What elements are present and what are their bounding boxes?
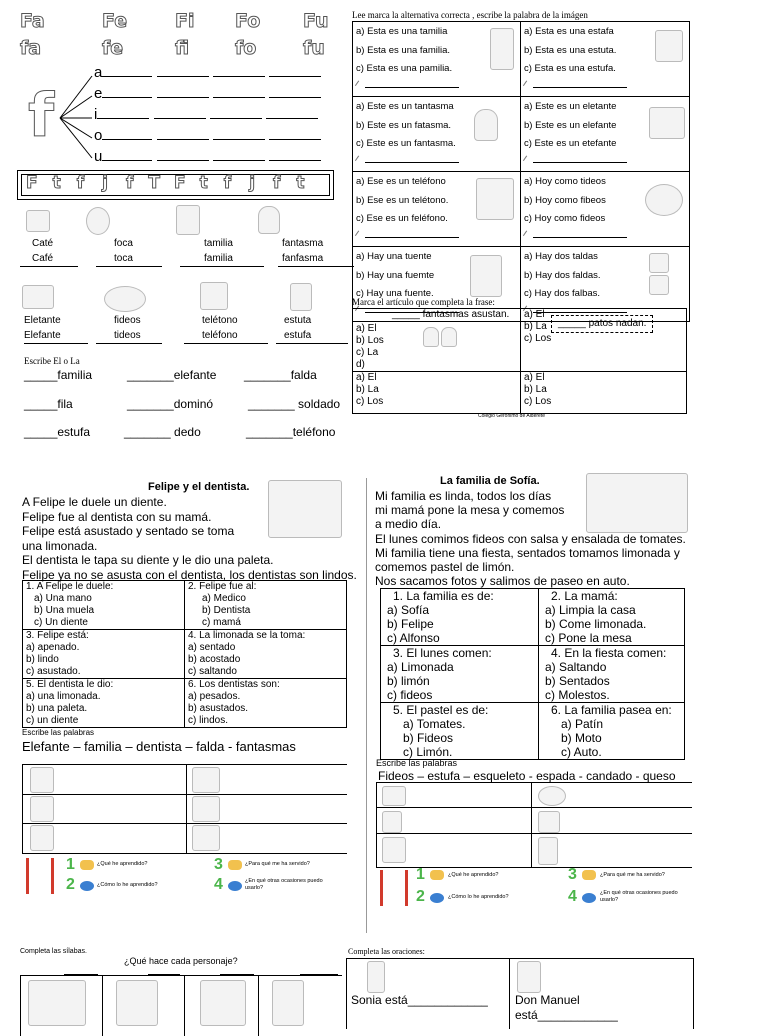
skeleton-icon — [538, 837, 558, 865]
question-cell[interactable]: 5. El pastel es de: a) Tomates. b) Fideos c) Limón. — [381, 703, 539, 760]
elephant-icon — [192, 825, 220, 851]
character-question: ¿Qué hace cada personaje? — [124, 956, 238, 966]
choice-cell[interactable]: a) Hay una tuente b) Hay una fuemte c) Hay una fuente. — [353, 247, 521, 322]
noodles-icon — [538, 786, 566, 806]
syllable-lower: fu — [303, 37, 325, 59]
sofia-write-area[interactable] — [376, 782, 692, 868]
article-cell[interactable]: a) El b) La c) Los — [353, 372, 521, 414]
felipe-write-area[interactable] — [22, 764, 347, 854]
sentences-area[interactable] — [346, 958, 694, 1029]
bulb-icon — [582, 893, 596, 903]
tool-icon — [582, 870, 596, 880]
ghosts-icon — [200, 980, 246, 1026]
key-icon — [80, 860, 94, 870]
glasses-icon — [80, 881, 94, 891]
dentist-icon — [192, 796, 220, 822]
sofia-write-title: Escribe las palabras — [376, 758, 458, 768]
sentences-title: Completa las oraciones: — [348, 947, 425, 956]
tool-icon — [228, 860, 242, 870]
question-cell[interactable]: 4. En la fiesta comen: a) Saltando b) Sentados c) Molestos. — [539, 646, 685, 703]
family-icon — [176, 205, 200, 235]
question-cell[interactable]: 5. El dentista le dio: a) una limonada. b) una paleta. c) un diente — [23, 679, 185, 728]
syllable-upper: Fa — [20, 10, 45, 32]
sofia-story: Mi familia es linda, todos los días mi mamá pone la mesa y comemos a medio día. El lunes comimos fideos con salsa y ensalada de tomates. Mi familia tiene una fiesta, sentados tomamos limonada y comemos pastel de limón. Nos sacamos fotos y salimos de paseo en auto. — [375, 489, 686, 589]
ducks-sentence-box: _____ patos nadan. — [551, 315, 653, 333]
question-cell[interactable]: 4. La limonada se la toma: a) sentado b) acostado c) saltando — [185, 630, 347, 679]
ghost-icon — [474, 109, 498, 141]
ghost-icon — [441, 327, 457, 347]
vowel-line[interactable]: e — [94, 83, 321, 104]
question-cell[interactable]: 1. La familia es de: a) Sofía b) Felipe c) Alfonso — [381, 589, 539, 646]
article-cell[interactable]: a) El b) La c) Los _____ patos nadan. — [521, 309, 687, 372]
dentist-icon — [30, 825, 54, 851]
syllable-lower: fi — [175, 37, 190, 59]
cook-icon — [272, 980, 304, 1026]
girl-icon — [367, 961, 385, 993]
ghost-icon — [423, 327, 439, 347]
school-name: Colegio Gerónimo de Alderete — [478, 413, 545, 419]
choice-cell[interactable]: a) Esta es una estafa b) Esta es una estuta. c) Esta es una estufa. — [521, 22, 690, 97]
padlock-icon — [382, 811, 402, 833]
sofia-word-bank: Fideos – estufa – esqueleto - espada - candado - queso — [378, 769, 676, 783]
man-icon — [517, 961, 541, 993]
syllable-upper: Fo — [235, 10, 261, 32]
question-cell[interactable]: 2. La mamá: a) Limpia la casa b) Come limonada. c) Pone la mesa — [539, 589, 685, 646]
question-cell[interactable]: 1. A Felipe le duele: a) Una mano b) Una muela c) Un diente — [23, 581, 185, 630]
article-cell[interactable]: _____ fantasmas asustan. a) El b) Los c) La d) — [353, 309, 521, 372]
reflection-panel-right: 1 ¿Qué he aprendido? 2 ¿Cómo lo he aprendido? 3 ¿Para qué me ha servido? 4 ¿En qué otras ocasiones puedo usarlo? — [376, 866, 696, 910]
vowel-list — [94, 62, 321, 167]
stove-icon — [655, 30, 683, 62]
syllable-upper: Fe — [102, 10, 128, 32]
felipe-write-title: Escribe las palabras — [22, 728, 95, 737]
felipe-word-bank: Elefante – familia – dentista – falda - fantasmas — [22, 739, 296, 754]
sonia-sentence: Sonia está____________ — [351, 993, 488, 1007]
glasses-icon — [430, 893, 444, 903]
vowel-line[interactable]: u — [94, 146, 321, 167]
felipe-questions — [22, 580, 347, 728]
boy-icon — [116, 980, 158, 1026]
vowel-line[interactable]: i — [94, 104, 321, 125]
articles-title: Marca el artículo que completa la frase: — [352, 297, 495, 307]
stove-icon — [290, 283, 312, 311]
fountain-icon — [470, 255, 502, 297]
arrows-icon — [58, 72, 98, 164]
telephone-icon — [200, 282, 228, 310]
ghosts-icon — [192, 767, 220, 793]
seal-icon — [86, 207, 110, 235]
choice-cell[interactable]: a) Ese es un teléfono b) Ese es un telétono. c) Ese es un feléfono. — [353, 172, 521, 247]
bulb-icon — [228, 881, 242, 891]
big-letter-f: f — [28, 81, 55, 151]
article-cell[interactable]: a) El b) La c) Los — [521, 372, 687, 414]
question-cell[interactable]: 2. Felipe fue al: a) Medico b) Dentista c) mamá — [185, 581, 347, 630]
choice-cell[interactable]: a) Esta es una tamilia b) Esta es una familia. c) Esta es una pamilia. — [353, 22, 521, 97]
choice-cell[interactable]: a) Hay dos taldas b) Hay dos faldas. c) Hay dos falbas. — [521, 247, 690, 322]
right-test-title: Lee marca la alternativa correcta , escribe la palabra de la imágen — [352, 10, 588, 20]
column-divider — [366, 478, 367, 933]
vowel-line[interactable]: a — [94, 62, 321, 83]
ladder-icon — [26, 858, 54, 894]
choice-cell[interactable]: a) Hoy como tideos b) Hoy como fibeos c) Hoy como fideos — [521, 172, 690, 247]
sofia-title: La familia de Sofía. — [440, 475, 540, 487]
question-cell[interactable]: 3. Felipe está: a) apenado. b) lindo c) asustado. — [23, 630, 185, 679]
articles-table — [352, 308, 687, 414]
telephone-icon — [476, 178, 514, 220]
syllables-complete-area[interactable] — [20, 975, 342, 1036]
key-icon — [430, 870, 444, 880]
question-cell[interactable]: 6. Los dentistas son: a) pesados. b) asustados. c) lindos. — [185, 679, 347, 728]
ladder-icon — [380, 870, 408, 906]
syllable-lower: fe — [102, 37, 124, 59]
syllables-complete-title: Completa las sílabas. — [20, 948, 87, 955]
manuel-sentence: Don Manuel está____________ — [515, 993, 618, 1022]
letter-strip — [17, 170, 334, 200]
sofia-questions — [380, 588, 685, 760]
skirt-icon — [649, 253, 669, 273]
vowel-line[interactable]: o — [94, 125, 321, 146]
choice-cell[interactable]: a) Este es un eletante b) Este es un elefante c) Este es un etefante — [521, 97, 690, 172]
elephant-icon — [22, 285, 54, 309]
cheese-icon — [382, 786, 406, 806]
skirt-icon — [30, 796, 54, 822]
stove-icon — [538, 811, 560, 833]
felipe-story: A Felipe le duele un diente. Felipe fue al dentista con su mamá. Felipe está asustado y sentado se toma una limonada. El dentista le tapa su diente y le dio una paleta. Felipe ya no se asusta con el dentista, los dentistas son lindos. — [22, 495, 357, 582]
ghost-icon — [258, 206, 280, 234]
family-icon — [30, 767, 54, 793]
question-cell[interactable]: 6. La familia pasea en: a) Patín b) Moto c) Auto. — [539, 703, 685, 760]
skirt-icon — [649, 275, 669, 295]
noodles-icon — [645, 184, 683, 216]
noodles-icon — [104, 286, 146, 312]
letter-strip-letters: F t f j f T F t f j f t — [26, 173, 305, 193]
choice-cell[interactable]: a) Este es un tantasma b) Este es un fatasma. c) Este es un fantasma. — [353, 97, 521, 172]
right-test-table — [352, 21, 690, 322]
sword-icon — [382, 837, 406, 863]
reflection-panel-left: 1 ¿Qué he aprendido? 2 ¿Cómo lo he aprendido? 3 ¿Para qué me ha servido? 4 ¿En qué otras ocasiones puedo usarlo? — [22, 856, 352, 898]
ducks-icon — [28, 980, 86, 1026]
syllable-lower: fa — [20, 37, 42, 59]
el-la-title: Escribe El o La — [24, 356, 80, 366]
coffee-cup-icon — [26, 210, 50, 232]
syllable-lower: fo — [235, 37, 257, 59]
question-cell[interactable]: 3. El lunes comen: a) Limonada b) limón c) fideos — [381, 646, 539, 703]
elephant-icon — [649, 107, 685, 139]
syllable-upper: Fu — [303, 10, 329, 32]
felipe-title: Felipe y el dentista. — [148, 481, 250, 493]
family-icon — [490, 28, 514, 70]
syllable-upper: Fi — [175, 10, 195, 32]
